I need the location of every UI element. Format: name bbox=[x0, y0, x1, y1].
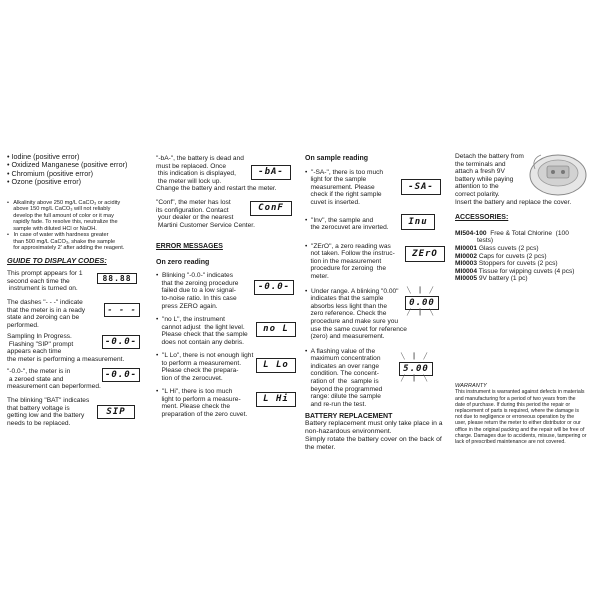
item-text: range: dilute the sample bbox=[305, 393, 381, 401]
item-text: (zero) and measurement. bbox=[305, 333, 385, 341]
detach-line: attention to the bbox=[455, 183, 499, 191]
warranty-line: charge. Damages due to accidents, misuse, tampering or bbox=[455, 432, 587, 439]
detach-line: Insert the battery and replace the cover. bbox=[455, 198, 572, 206]
list-item bbox=[455, 260, 595, 268]
item-text: to perform a measurement. bbox=[156, 359, 242, 367]
item-desc: 9V battery (1 pc) bbox=[477, 275, 528, 283]
detach-line: correct polarity. bbox=[455, 190, 500, 198]
item-text: the meter is performing a measurement. bbox=[7, 356, 125, 363]
detach-line: the terminals and bbox=[455, 160, 506, 168]
blink-rays-icon: ╲ ┃ ╱ bbox=[401, 353, 431, 360]
item-text: Flashing "SIP" prompt bbox=[7, 340, 74, 348]
item-text: second each time the bbox=[7, 277, 70, 285]
error-item bbox=[156, 272, 296, 312]
battery-line: non-hazardous environment. bbox=[305, 427, 392, 435]
item-text: instrument is turned on. bbox=[7, 285, 78, 293]
item-text: • "no L", the instrument bbox=[156, 316, 225, 324]
item-text: Please check the prepara- bbox=[156, 367, 239, 375]
item-text: zero reference. Check the bbox=[305, 310, 387, 318]
item-text: appears each time bbox=[7, 348, 62, 356]
list-item bbox=[455, 253, 595, 261]
item-desc: tests) bbox=[455, 237, 494, 245]
detach-line: Detach the battery from bbox=[455, 153, 524, 160]
lcd-display: - - - bbox=[104, 303, 140, 317]
note-line: sample with diluted HCl or NaOH. bbox=[7, 225, 97, 232]
item-text: maximum concentration bbox=[305, 355, 381, 363]
item-text: absorbs less light than the bbox=[305, 302, 388, 310]
item-text: • "ZErO", a zero reading was bbox=[305, 242, 391, 250]
item-text: indicates that the sample bbox=[305, 295, 384, 303]
on-sample-title: On sample reading bbox=[305, 155, 369, 162]
battery-title: BATTERY REPLACEMENT bbox=[305, 412, 393, 420]
battery-meter-illustration bbox=[527, 149, 589, 199]
lcd-display: -0.0- bbox=[102, 368, 140, 382]
item-text: cannot adjust the light level. bbox=[156, 323, 245, 331]
item-text: tion in the measurement bbox=[305, 257, 382, 265]
warranty-line: user, please return the meter to either distributor or our bbox=[455, 420, 581, 427]
item-text: procedure for zeroing the bbox=[305, 265, 387, 273]
item-text: condition. The concent- bbox=[305, 370, 379, 378]
item-text: that the meter is in a ready bbox=[7, 306, 86, 314]
item-desc: Glass cuvets (2 pcs) bbox=[477, 244, 539, 252]
lcd-display: ConF bbox=[250, 201, 292, 216]
warranty-line: lack of prescribed maintenance are not covered. bbox=[455, 438, 566, 445]
column-3 bbox=[305, 155, 447, 451]
item-text: tion of the zerocuvet. bbox=[156, 374, 223, 382]
list-item bbox=[455, 230, 595, 238]
error-item bbox=[156, 316, 296, 348]
item-text: use the same cuvet for reference bbox=[305, 325, 407, 333]
battery-line: Simply rotate the battery cover on the back of bbox=[305, 435, 442, 443]
note-line: for approximately 2' after adding the reagent. bbox=[7, 245, 125, 252]
blink-rays-icon: ╲ ┃ ╱ bbox=[407, 287, 437, 294]
item-text: Please check that the sample bbox=[156, 331, 248, 339]
notes-list bbox=[7, 200, 150, 252]
item-text: the meter will lock up. bbox=[156, 177, 222, 185]
display-code-item bbox=[7, 333, 150, 364]
item-text: • "-SA-", there is too much bbox=[305, 168, 384, 176]
item-text: cuvet is inserted. bbox=[305, 198, 360, 206]
item-desc: Stoppers for cuvets (2 pcs) bbox=[477, 260, 558, 268]
item-text: "-0.0-", the meter is in bbox=[7, 368, 71, 376]
battery-line: Battery replacement must only take place in a bbox=[305, 420, 443, 428]
error-item bbox=[305, 288, 447, 342]
on-zero-title: On zero reading bbox=[156, 258, 210, 266]
lcd-display: L Lo bbox=[256, 358, 296, 373]
list-item: • Iodine (positive error) bbox=[7, 152, 80, 161]
item-text: • Under range. A blinking "0.00" bbox=[305, 287, 399, 295]
error-item bbox=[156, 352, 296, 384]
lcd-display: no L bbox=[256, 322, 296, 337]
item-text: the zerocuvet are inverted. bbox=[305, 224, 389, 232]
item-text: "-bA-", the battery is dead and bbox=[156, 155, 244, 162]
column-4 bbox=[455, 153, 595, 445]
error-item bbox=[305, 348, 447, 410]
lcd-display: -0.0- bbox=[102, 335, 140, 349]
list-item bbox=[455, 237, 595, 245]
lcd-display: -0.0- bbox=[254, 280, 294, 295]
display-code-item bbox=[7, 368, 150, 392]
list-item bbox=[455, 275, 595, 283]
list-item bbox=[455, 245, 595, 253]
warranty-line: date of purchase. If during this period the repair or bbox=[455, 401, 571, 408]
error-item bbox=[156, 388, 296, 420]
item-text: light to perform a measure- bbox=[156, 395, 241, 403]
lcd-display: 88.88 bbox=[97, 273, 137, 284]
note-line: rapidly fade. To resolve this, neutralize the bbox=[7, 219, 118, 226]
item-text: a zeroed state and bbox=[7, 375, 64, 383]
warranty-line: office in the original packing and the repair will be free of bbox=[455, 426, 585, 433]
item-text: ration of the sample is bbox=[305, 377, 379, 385]
lcd-display: 0.00 bbox=[405, 296, 439, 310]
battery-line: the meter. bbox=[305, 443, 336, 451]
item-text: getting low and the battery bbox=[7, 412, 85, 420]
item-text: not taken. Follow the instruc- bbox=[305, 250, 395, 258]
item-code: MI0001 bbox=[455, 244, 477, 252]
item-text: does not contain any debris. bbox=[156, 338, 244, 346]
warranty-text bbox=[455, 389, 595, 445]
warranty-title: WARRANTY bbox=[455, 382, 487, 389]
item-text: ment. Please check the bbox=[156, 403, 231, 411]
item-text: Change the battery and restart the meter. bbox=[156, 185, 277, 193]
item-text: • A flashing value of the bbox=[305, 347, 376, 355]
item-text: your dealer or the nearest bbox=[156, 214, 234, 222]
item-text: • "Inv", the sample and bbox=[305, 216, 374, 224]
error-item bbox=[305, 169, 447, 209]
display-code-item bbox=[7, 397, 150, 428]
item-text: to-noise ratio. In this case bbox=[156, 294, 237, 302]
item-text: procedure and make sure you bbox=[305, 317, 399, 325]
note-line: • In case of water with hardness greater bbox=[7, 232, 109, 239]
item-text: Sampling In Progress. bbox=[7, 333, 72, 341]
item-text: must be replaced. Once bbox=[156, 162, 227, 170]
item-text: • "L Hi", there is too much bbox=[156, 388, 233, 396]
item-text: failed due to a low signal- bbox=[156, 287, 236, 295]
item-text: • Blinking "-0.0-" indicates bbox=[156, 272, 233, 280]
item-text: its configuration. Contact bbox=[156, 206, 229, 214]
note-line: than 500 mg/L CaCO₃, shake the sample bbox=[7, 238, 116, 245]
note-line: above 150 mg/L CaCO₃ will not reliably bbox=[7, 206, 111, 213]
error-messages-title: ERROR MESSAGES bbox=[156, 243, 223, 250]
item-code: MI504-100 bbox=[455, 229, 487, 237]
item-text: The blinking "BAT" indicates bbox=[7, 397, 90, 405]
item-text: Martini Customer Service Center. bbox=[156, 221, 255, 229]
item-text: press ZERO again. bbox=[156, 302, 218, 310]
column-1 bbox=[7, 153, 150, 428]
lcd-display: -SA- bbox=[401, 179, 441, 195]
item-text: measurement. Please bbox=[305, 183, 375, 191]
note-line: develop the full amount of color or it may bbox=[7, 212, 114, 219]
item-text: "Conf", the meter has lost bbox=[156, 199, 231, 206]
lcd-display: 5.00 bbox=[399, 362, 433, 376]
item-text: preparation of the zero cuvet. bbox=[156, 410, 248, 418]
item-code: MI0004 bbox=[455, 267, 477, 275]
display-code-item bbox=[156, 155, 296, 195]
item-text: needs to be replaced. bbox=[7, 420, 71, 427]
accessories-title: ACCESSORIES: bbox=[455, 214, 509, 222]
lcd-display: L Hi bbox=[256, 392, 296, 407]
accessories-list bbox=[455, 230, 595, 283]
item-code: MI0003 bbox=[455, 260, 477, 268]
item-desc: Caps for cuvets (2 pcs) bbox=[477, 252, 547, 260]
warranty-line: and manufacturing for a period of two years from the bbox=[455, 395, 576, 402]
lcd-display: ZErO bbox=[405, 246, 445, 262]
blink-rays-icon: ╱ ┃ ╲ bbox=[407, 309, 437, 316]
item-text: indicates an over range bbox=[305, 362, 380, 370]
battery-text bbox=[305, 420, 447, 451]
item-text: beyond the programmed bbox=[305, 385, 383, 393]
item-desc: Free & Total Chlorine (100 bbox=[486, 229, 569, 237]
detach-line: attach a fresh 9V bbox=[455, 168, 505, 176]
item-text: measurement can beperformed. bbox=[7, 383, 101, 391]
item-desc: Tissue for wipping cuvets (4 pcs) bbox=[477, 267, 575, 275]
item-code: MI0005 bbox=[455, 275, 477, 283]
note-line: • Alkalinity above 250 mg/L CaCO₃ or acidity bbox=[7, 199, 121, 206]
column-2 bbox=[156, 155, 296, 420]
display-code-item bbox=[156, 199, 296, 231]
display-code-item bbox=[7, 270, 150, 295]
item-text: state and zeroing can be bbox=[7, 314, 80, 322]
warranty-line: not due to negligence or erroneous operation by the bbox=[455, 414, 575, 421]
item-text: performed. bbox=[7, 322, 39, 329]
lcd-display: -bA- bbox=[251, 165, 291, 180]
display-code-item bbox=[7, 299, 150, 330]
lcd-display: Inu bbox=[401, 214, 435, 230]
item-text: and re-run the test. bbox=[305, 400, 367, 408]
item-text: that battery voltage is bbox=[7, 404, 70, 412]
blink-rays-icon: ╱ ┃ ╲ bbox=[401, 375, 431, 382]
item-text: that the zeroing procedure bbox=[156, 279, 239, 287]
list-item bbox=[455, 268, 595, 276]
item-text: The dashes "- - -" indicate bbox=[7, 299, 83, 307]
item-text: • "L Lo", there is not enough light bbox=[156, 352, 254, 360]
item-code: MI0002 bbox=[455, 252, 477, 260]
item-text: meter. bbox=[305, 272, 329, 280]
error-item bbox=[305, 217, 447, 235]
item-text: light for the sample bbox=[305, 176, 367, 184]
detach-line: battery while paying bbox=[455, 175, 514, 183]
warranty-line: replacement of parts is required, where the damage is bbox=[455, 407, 579, 414]
guide-title: GUIDE TO DISPLAY CODES: bbox=[7, 255, 107, 265]
list-item: • Ozone (positive error) bbox=[7, 177, 82, 187]
list-item: • Oxidized Manganese (positive error) bbox=[7, 160, 128, 170]
item-text: this indication is displayed, bbox=[156, 170, 236, 178]
list-item: • Chromium (positive error) bbox=[7, 168, 93, 178]
lcd-display: SIP bbox=[97, 405, 135, 419]
interference-list bbox=[7, 153, 150, 187]
item-text: This prompt appears for 1 bbox=[7, 270, 83, 278]
error-item bbox=[305, 243, 447, 283]
warranty-line: This instrument is warranted against defects in materials bbox=[455, 389, 585, 396]
item-text: check if the right sample bbox=[305, 191, 382, 199]
